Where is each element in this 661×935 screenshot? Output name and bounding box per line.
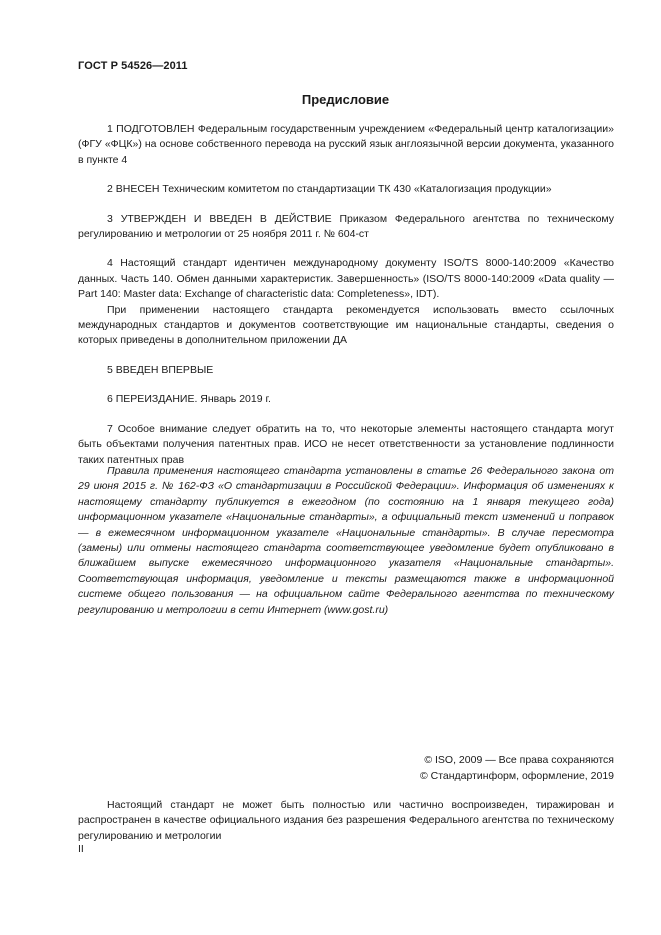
preface-item-4: 4 Настоящий стандарт идентичен международному документу ISO/TS 8000-140:2009 «Качество данных. Часть 140. Обмен данными характеристик. Завершенность» (ISO/TS 8000-140:2009 «Data quality — Part 140: Master data: Exchange of characteristic data: Completeness», IDT). xyxy=(78,257,614,301)
preface-item-1: 1 ПОДГОТОВЛЕН Федеральным государственным учреждением «Федеральный центр каталогизации» (ФГУ «ФЦК») на основе собственного перевода на русский язык англоязычной версии документа, указанного в пункте 4 xyxy=(78,123,614,166)
document-code: ГОСТ Р 54526—2011 xyxy=(78,60,188,72)
copyright-iso: © ISO, 2009 — Все права сохраняются xyxy=(424,754,614,766)
copyright-standartinform: © Стандартинформ, оформление, 2019 xyxy=(419,770,614,782)
page-title: Предисловие xyxy=(301,92,390,107)
page-number: II xyxy=(78,843,84,855)
standard-usage-notice xyxy=(78,464,614,618)
preface-item-6: 6 ПЕРЕИЗДАНИЕ. Январь 2019 г. xyxy=(107,393,271,406)
copyright-block xyxy=(420,752,614,784)
preface-item-4-note: При применении настоящего стандарта рекомендуется использовать вместо ссылочных международных стандартов и документов соответствующие им национальные стандарты, сведения о которых приведены в дополнительном приложении ДА xyxy=(78,303,614,347)
preface-content xyxy=(78,122,614,468)
preface-item-3: 3 УТВЕРЖДЕН И ВВЕДЕН В ДЕЙСТВИЕ Приказом Федерального агентства по техническому регулированию и метрологии от 25 ноября 2011 г. № 604-ст xyxy=(78,212,614,241)
reproduction-notice xyxy=(78,798,614,844)
notice-text: Правила применения настоящего стандарта установлены в статье 26 Федерального закона от 29 июня 2015 г. № 162-ФЗ «О стандартизации в Российской Федерации». Информация об изменениях к настоящему стандарту публикуется в ежегодном (по состоянию на 1 января текущего года) информационном указателе «Национальные стандарты», а официальный текст изменений и поправок — в ежемесячном информационном указателе «Национальные стандарты». В случае пересмотра (замены) или отмены настоящего стандарта соответствующее уведомление будет опубликовано в ближайшем выпуске ежемесячного информационного указателя «Национальные стандарты». Соответствующая информация, уведомление и тексты размещаются также в информационной системе общего пользования — на официальном сайте Федерального агентства по техническому регулированию и метрологии в сети Интернет (www.gost.ru) xyxy=(78,465,614,616)
preface-item-2: 2 ВНЕСЕН Техническим комитетом по стандартизации ТК 430 «Каталогизация продукции» xyxy=(107,183,552,196)
preface-item-7: 7 Особое внимание следует обратить на то, что некоторые элементы настоящего стандарта могут быть объектами получения патентных прав. ИСО не несет ответственности за установление подлинности таких патентных прав xyxy=(78,422,614,466)
preface-item-5: 5 ВВЕДЕН ВПЕРВЫЕ xyxy=(107,363,214,376)
reproduction-text: Настоящий стандарт не может быть полностью или частично воспроизведен, тиражирован и распространен в качестве официального издания без разрешения Федерального агентства по техническому регулированию и метрологии xyxy=(78,799,614,842)
